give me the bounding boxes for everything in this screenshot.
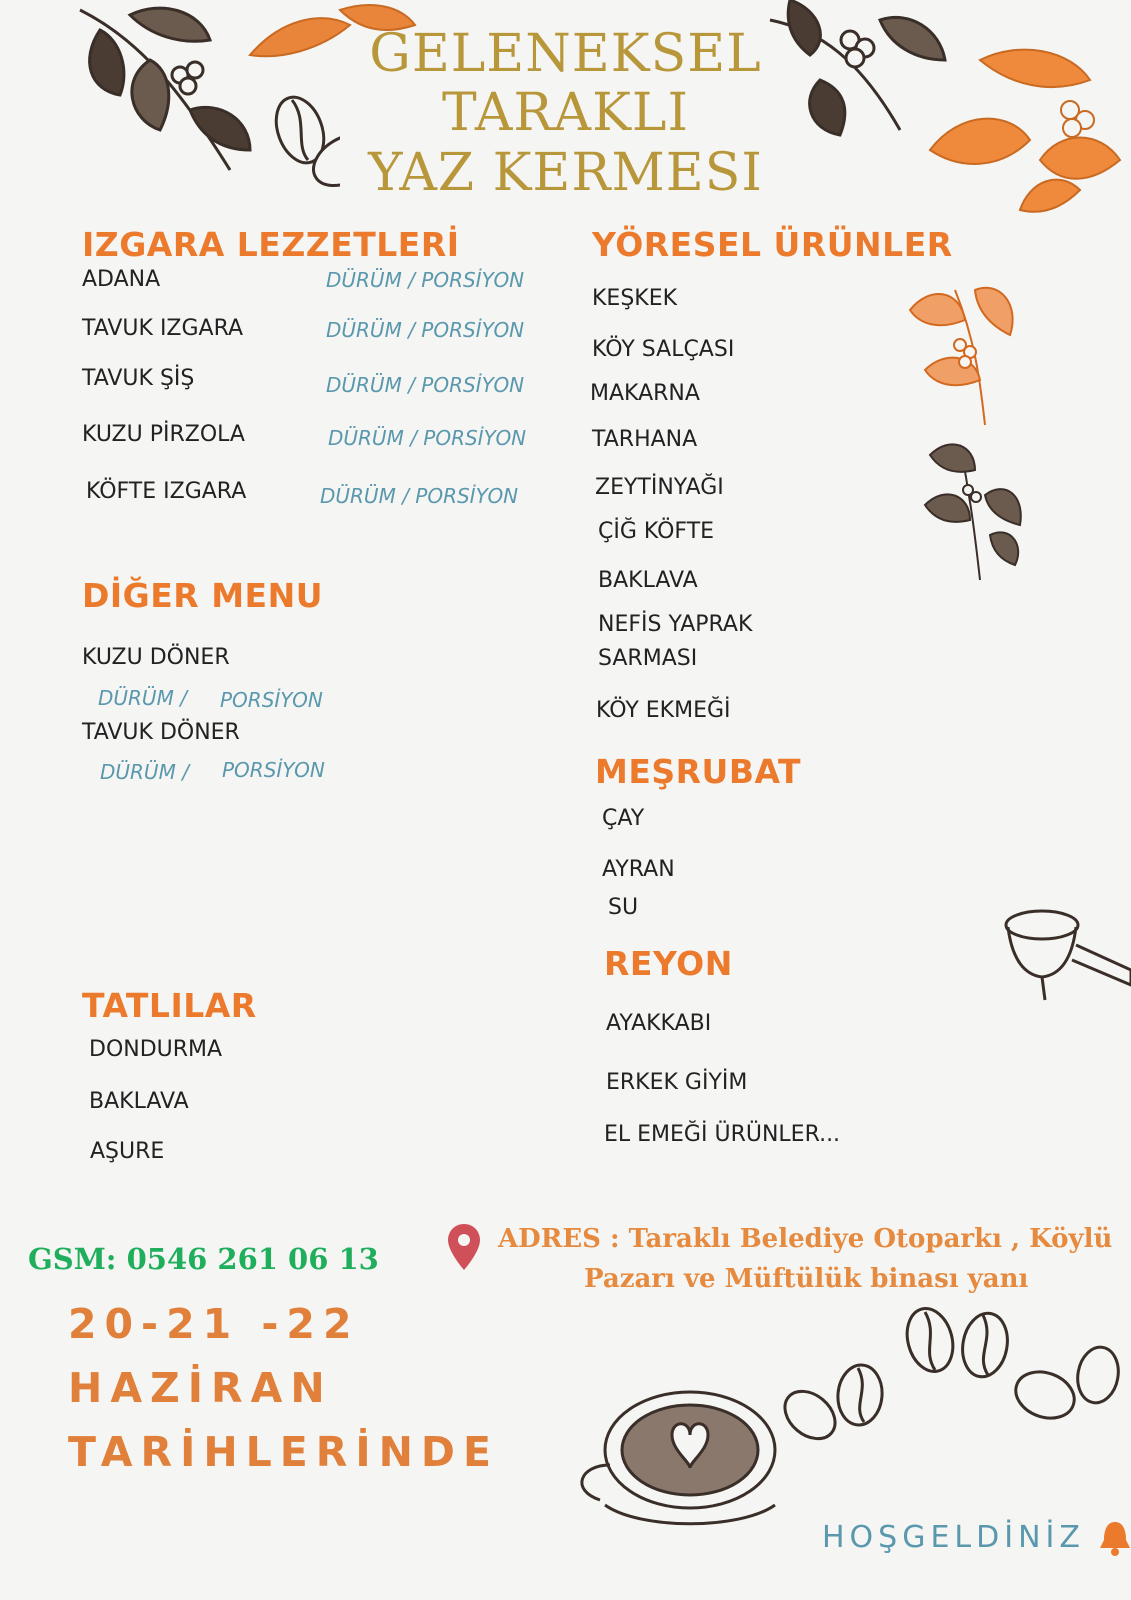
other-item-name: TAVUK DÖNER	[82, 720, 240, 745]
grill-item-option: DÜRÜM / PORSİYON	[328, 426, 527, 450]
grill-item-name: KÖFTE IZGARA	[86, 479, 247, 504]
location-pin-icon	[446, 1222, 482, 1272]
coffee-cup-latte-art-illustration	[560, 1380, 800, 1540]
local-product-item: SARMASI	[598, 646, 698, 671]
local-product-item: TARHANA	[592, 427, 698, 452]
event-dates-line2: HAZİRAN	[68, 1364, 333, 1412]
grill-heading: IZGARA LEZZETLERİ	[82, 225, 460, 264]
other-item-option-durum: DÜRÜM /	[98, 686, 187, 710]
stands-heading: REYON	[604, 944, 733, 983]
stand-item: EL EMEĞİ ÜRÜNLER...	[604, 1122, 841, 1147]
address-line1: ADRES : Taraklı Belediye Otoparkı , Köylü	[498, 1224, 1113, 1254]
grill-item-option: DÜRÜM / PORSİYON	[326, 373, 525, 397]
drink-item: AYRAN	[602, 857, 675, 882]
gsm-phone-number: GSM: 0546 261 06 13	[28, 1242, 379, 1276]
bell-icon	[1100, 1518, 1131, 1558]
event-title-line1: GELENEKSEL	[369, 24, 762, 84]
grill-item-name: TAVUK ŞİŞ	[82, 366, 195, 391]
local-product-item: KÖY EKMEĞİ	[596, 698, 731, 723]
other-item-option-porsiyon: PORSİYON	[222, 758, 325, 782]
grill-item-name: TAVUK IZGARA	[82, 316, 244, 341]
dessert-item: AŞURE	[90, 1139, 165, 1164]
welcome-text: HOŞGELDİNİZ	[822, 1520, 1085, 1555]
other-item-option-durum: DÜRÜM /	[100, 760, 189, 784]
local-product-item: KEŞKEK	[592, 286, 678, 311]
coffee-branch-orange-right-illustration	[905, 270, 1025, 430]
espresso-portafilter-illustration	[1000, 905, 1131, 1015]
event-title-line3: YAZ KERMESI	[368, 143, 763, 203]
local-products-heading: YÖRESEL ÜRÜNLER	[592, 225, 953, 264]
drink-item: ÇAY	[602, 806, 645, 831]
other-item-name: KUZU DÖNER	[82, 645, 230, 670]
event-dates-line1: 20-21 -22	[68, 1300, 360, 1348]
event-dates-line3: TARİHLERİNDE	[68, 1428, 499, 1476]
desserts-heading: TATLILAR	[82, 986, 257, 1025]
stand-item: ERKEK GİYİM	[606, 1070, 748, 1095]
coffee-beans-illustration	[780, 1300, 1131, 1460]
coffee-branch-dark-right-illustration	[920, 435, 1030, 585]
local-product-item: KÖY SALÇASI	[592, 337, 735, 362]
dessert-item: BAKLAVA	[89, 1089, 189, 1114]
event-title-line2: TARAKLI	[441, 83, 690, 143]
local-product-item: NEFİS YAPRAK	[598, 612, 753, 637]
local-product-item: BAKLAVA	[598, 568, 698, 593]
drink-item: SU	[608, 895, 639, 920]
local-product-item: MAKARNA	[590, 381, 700, 406]
grill-item-option: DÜRÜM / PORSİYON	[326, 268, 525, 292]
local-product-item: ZEYTİNYAĞI	[595, 475, 724, 500]
grill-item-option: DÜRÜM / PORSİYON	[326, 318, 525, 342]
local-product-item: ÇİĞ KÖFTE	[598, 519, 715, 544]
drinks-heading: MEŞRUBAT	[595, 752, 801, 791]
grill-item-name: KUZU PİRZOLA	[82, 422, 245, 447]
grill-item-name: ADANA	[82, 267, 161, 292]
grill-item-option: DÜRÜM / PORSİYON	[320, 484, 519, 508]
stand-item: AYAKKABI	[606, 1011, 712, 1036]
dessert-item: DONDURMA	[89, 1037, 223, 1062]
other-item-option-porsiyon: PORSİYON	[220, 688, 323, 712]
other-menu-heading: DİĞER MENU	[82, 576, 323, 615]
address-line2: Pazarı ve Müftülük binası yanı	[584, 1264, 1029, 1294]
